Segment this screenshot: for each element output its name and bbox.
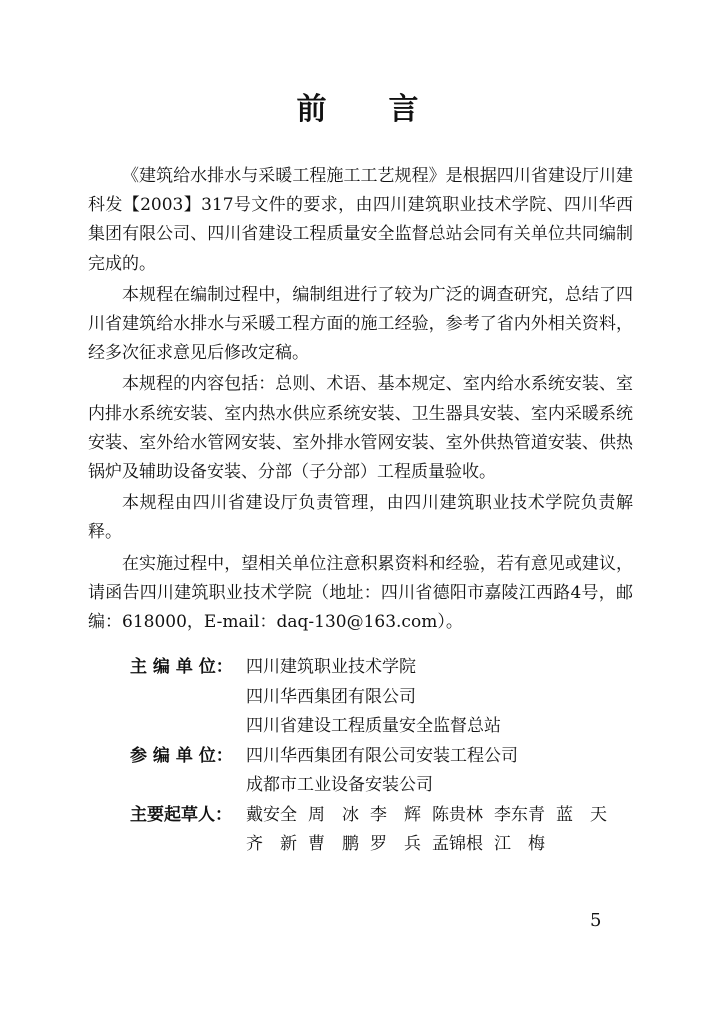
title-char-1: 前	[296, 92, 329, 127]
credits-section	[130, 653, 630, 860]
paragraph-5: 在实施过程中，望相关单位注意积累资料和经验，若有意见或建议，请函告四川建筑职业技术学院（地址：四川省德阳市嘉陵江西路4号，邮编：618000，E-mail：daq-130@163.com）。	[88, 553, 633, 633]
page-number: 5	[590, 910, 602, 931]
preface-body	[88, 162, 633, 639]
chief-editor-list	[246, 653, 630, 742]
drafter-name: 李东青	[494, 804, 545, 825]
drafter-name: 齐 新	[246, 834, 297, 854]
main-drafters-list	[246, 801, 630, 860]
chief-editor-unit: 四川省建设工程质量安全监督总站	[246, 716, 501, 736]
drafter-name: 江 梅	[494, 834, 545, 854]
participating-editor-list	[246, 742, 630, 801]
drafter-name: 戴安全	[246, 804, 297, 825]
participating-editor-unit: 成都市工业设备安装公司	[246, 775, 433, 795]
chief-editor-label: 主 编 单 位：	[130, 657, 233, 677]
drafters-grid	[246, 801, 618, 860]
main-drafters-label: 主要起草人：	[130, 804, 232, 825]
chief-editor-unit: 四川华西集团有限公司	[246, 686, 416, 707]
chief-editor-block	[130, 653, 630, 742]
drafter-name: 蓝 天	[556, 804, 607, 825]
title-char-2: 言	[388, 92, 421, 127]
drafter-name: 曹 鹏	[308, 834, 359, 854]
paragraph-3: 本规程的内容包括：总则、术语、基本规定、室内给水系统安装、室内排水系统安装、室内热水供应系统安装、卫生器具安装、室内采暖系统安装、室外给水管网安装、室外排水管网安装、室外供热管道安装、供热锅炉及辅助设备安装、分部（子分部）工程质量验收。	[88, 374, 633, 483]
chief-editor-unit: 四川建筑职业技术学院	[246, 657, 416, 677]
paragraph-2: 本规程在编制过程中，编制组进行了较为广泛的调查研究，总结了四川省建筑给水排水与采暖工程方面的施工经验，参考了省内外相关资料，经多次征求意见后修改定稿。	[88, 284, 633, 364]
participating-editor-unit: 四川华西集团有限公司安装工程公司	[246, 745, 518, 766]
main-drafters-block	[130, 801, 630, 860]
drafter-name: 陈贵林	[432, 804, 483, 825]
drafter-name: 罗 兵	[370, 834, 421, 854]
drafter-name: 周 冰	[308, 804, 359, 825]
participating-editor-block	[130, 742, 630, 801]
drafter-name: 李 辉	[370, 804, 421, 825]
paragraph-1: 《建筑给水排水与采暖工程施工工艺规程》是根据四川省建设厅川建科发【2003】317号文件的要求，由四川建筑职业技术学院、四川华西集团有限公司、四川省建设工程质量安全监督总站会同有关单位共同编制完成的。	[88, 166, 633, 274]
participating-editor-label: 参 编 单 位：	[130, 745, 233, 766]
paragraph-4: 本规程由四川省建设厅负责管理，由四川建筑职业技术学院负责解释。	[88, 493, 633, 543]
page-title	[0, 84, 717, 128]
drafter-name: 孟锦根	[432, 834, 483, 854]
